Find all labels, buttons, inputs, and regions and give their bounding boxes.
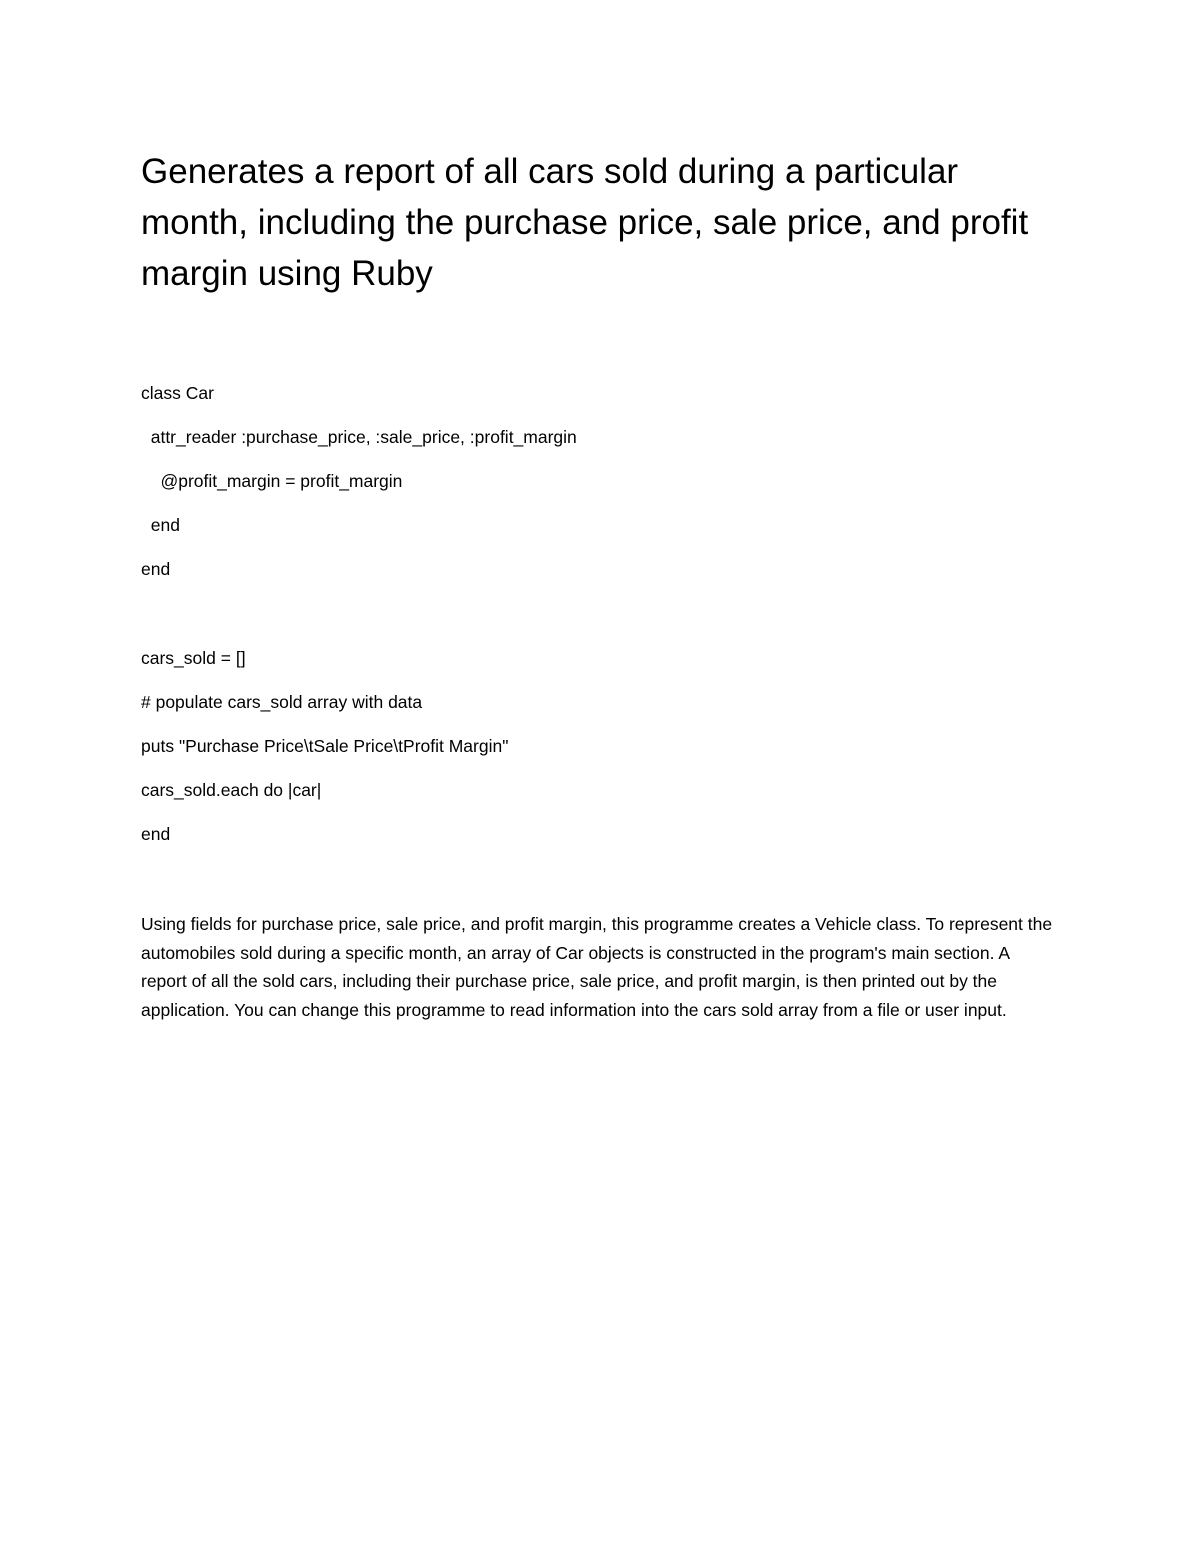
code-line: end	[141, 515, 180, 535]
code-line: end	[141, 824, 171, 844]
code-line: cars_sold = []	[141, 648, 246, 668]
code-line: end	[141, 559, 171, 579]
page-title: Generates a report of all cars sold during a particular month, including the purchase price, sale price, and profit margin using Ruby	[141, 152, 1029, 293]
code-line: class Car	[141, 383, 214, 403]
code-line: @profit_margin = profit_margin	[141, 471, 403, 491]
code-line: attr_reader :purchase_price, :sale_price, :profit_margin	[141, 427, 577, 447]
code-line: cars_sold.each do |car|	[141, 780, 322, 800]
code-line: puts "Purchase Price\tSale Price\tProfit Margin"	[141, 736, 509, 756]
explanation-paragraph: Using fields for purchase price, sale price, and profit margin, this programme creates a Vehicle class. To represent the automobiles sold during a specific month, an array of Car objects is constructed in the program's main section. A report of all the sold cars, including their purchase price, sale price, and profit margin, is then printed out by the application. You can change this programme to read information into the cars sold array from a file or user input.	[141, 914, 1053, 1020]
code-line: # populate cars_sold array with data	[141, 692, 423, 712]
